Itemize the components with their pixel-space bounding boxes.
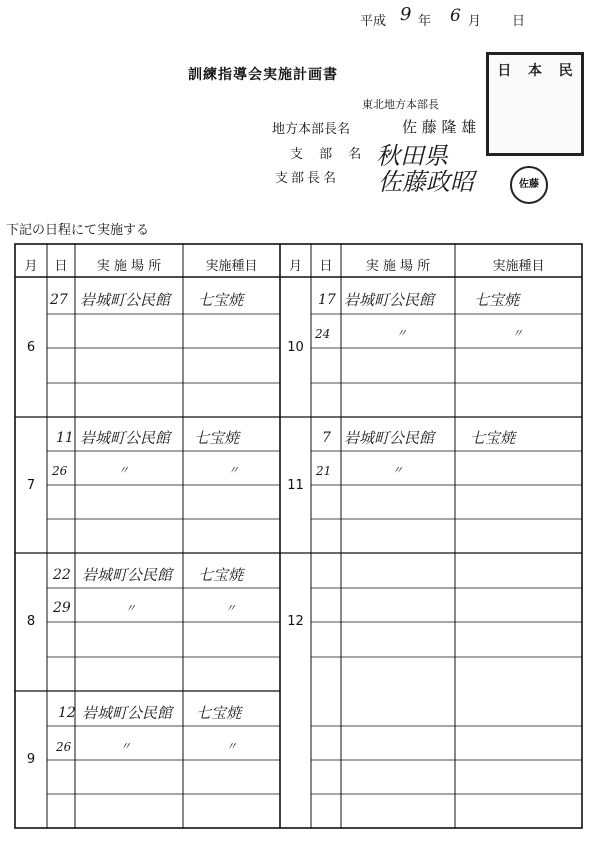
branch-head-name: 佐藤政昭 <box>378 168 474 196</box>
branch-head-label: 支部長名 <box>275 171 340 186</box>
entry-place: 岩城町公民館 <box>82 704 173 722</box>
entry-place: 〃 <box>120 740 131 753</box>
stamp-char: 本 <box>527 63 542 80</box>
entry-event: 〃 <box>228 464 239 477</box>
entry-event: 七宝焼 <box>196 704 242 722</box>
entry-place: 岩城町公民館 <box>80 291 171 309</box>
date-era: 平成 <box>360 14 387 29</box>
entry-place: 〃 <box>118 464 129 477</box>
header-month: 月 <box>24 259 38 274</box>
entry-event: 七宝焼 <box>198 291 244 309</box>
entry-day: 29 <box>53 600 71 616</box>
header-place: 実 施 場 所 <box>365 259 431 274</box>
branch-name: 秋田県 <box>376 142 448 170</box>
date-year: 9 <box>400 4 412 25</box>
entry-event: 七宝焼 <box>194 429 240 447</box>
entry-day: 22 <box>53 567 71 583</box>
month-label: 7 <box>26 478 36 493</box>
entry-place: 岩城町公民館 <box>344 291 435 309</box>
branch-label: 支 部 名 <box>290 147 368 162</box>
header-event: 実施種目 <box>205 259 258 274</box>
entry-day: 21 <box>316 464 332 478</box>
table-border <box>15 244 582 828</box>
stamp-char: 日 <box>497 63 512 80</box>
entry-day: 7 <box>322 430 331 446</box>
entry-place: 〃 <box>396 327 407 340</box>
month-label: 6 <box>26 340 36 355</box>
date-month: 6 <box>450 6 461 26</box>
header-place: 実 施 場 所 <box>96 259 162 274</box>
personal-seal: 佐藤 <box>510 166 548 204</box>
entry-day: 24 <box>315 327 331 341</box>
entry-event: 〃 <box>225 602 236 615</box>
entry-event: 七宝焼 <box>474 291 520 309</box>
entry-day: 26 <box>56 740 72 754</box>
entry-event: 七宝焼 <box>198 566 244 584</box>
entry-day: 17 <box>318 292 336 308</box>
region-head-label: 地方本部長名 <box>272 122 351 137</box>
date-year-unit: 年 <box>418 14 432 29</box>
header-month: 月 <box>288 259 302 274</box>
entry-event: 七宝焼 <box>470 429 516 447</box>
entry-event: 〃 <box>512 327 523 340</box>
month-label: 8 <box>26 614 36 629</box>
region-head-name: 佐 藤 隆 雄 <box>402 118 477 136</box>
month-label: 11 <box>287 478 304 493</box>
entry-event: 〃 <box>226 740 237 753</box>
header-day: 日 <box>54 259 68 274</box>
entry-place: 岩城町公民館 <box>82 566 173 584</box>
entry-day: 27 <box>50 292 68 308</box>
header-event: 実施種目 <box>492 259 545 274</box>
month-label: 12 <box>287 614 304 629</box>
intro-text: 下記の日程にて実施する <box>6 223 150 238</box>
region-division: 東北地方本部長 <box>362 98 439 111</box>
document-title: 訓練指導会実施計画書 <box>188 67 338 83</box>
entry-day: 11 <box>56 430 74 446</box>
entry-day: 12 <box>58 705 76 721</box>
entry-day: 26 <box>52 464 68 478</box>
stamp-char: 民 <box>558 63 573 80</box>
entry-place: 岩城町公民館 <box>80 429 171 447</box>
entry-place: 〃 <box>125 602 136 615</box>
entry-place: 岩城町公民館 <box>344 429 435 447</box>
entry-place: 〃 <box>392 464 403 477</box>
date-day-unit: 日 <box>512 14 526 29</box>
header-day: 日 <box>319 259 333 274</box>
date-month-unit: 月 <box>468 14 482 29</box>
month-label: 10 <box>287 340 304 355</box>
month-label: 9 <box>26 752 36 767</box>
